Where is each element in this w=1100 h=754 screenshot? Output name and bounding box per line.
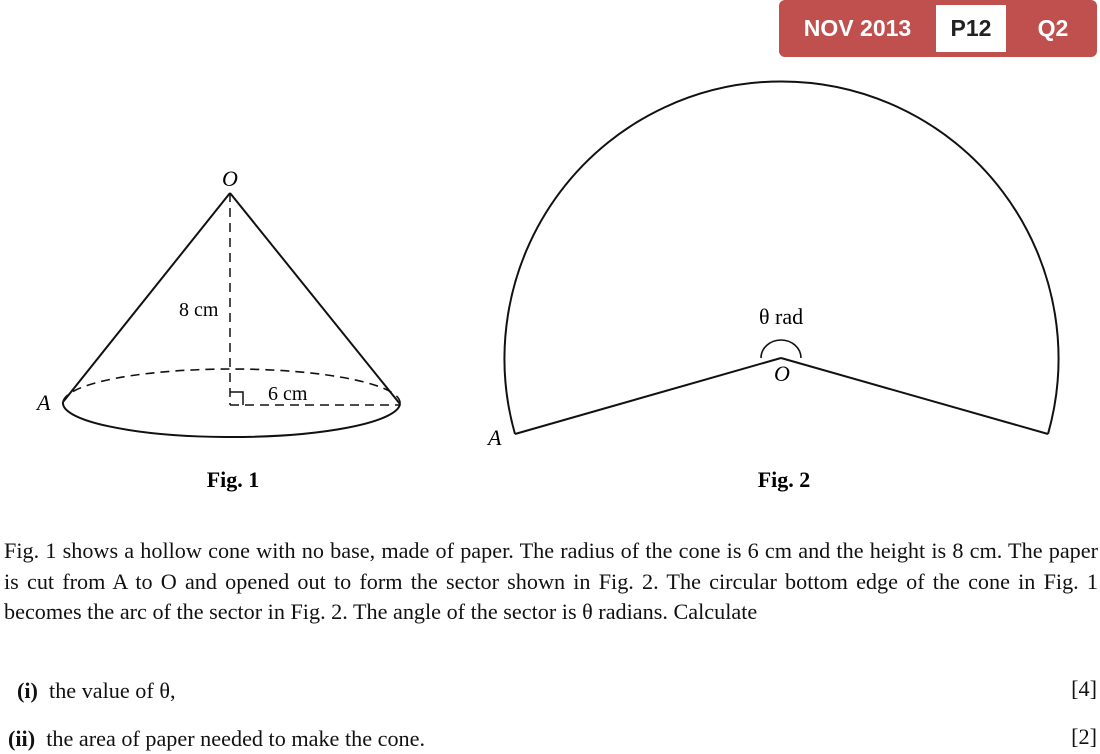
part-ii-text: the area of paper needed to make the cone. (46, 726, 426, 751)
fig1-point-label: A (37, 390, 51, 415)
fig2-center-label: O (774, 361, 790, 386)
cone-base-front (63, 402, 400, 437)
cone-right-edge (230, 193, 400, 404)
paper-label: P12 (936, 5, 1006, 52)
part-i-number: (i) (17, 678, 38, 703)
part-ii-marks: [2] (1071, 724, 1097, 749)
sector-radius-left (515, 358, 781, 434)
part-ii (8, 724, 425, 754)
session-label: NOV 2013 (803, 15, 912, 41)
fig1-apex-label: O (222, 166, 238, 191)
height-label: 8 cm (179, 299, 219, 321)
part-i-text: the value of θ, (49, 678, 176, 703)
cone-left-edge (63, 193, 230, 402)
part-ii-number: (ii) (8, 726, 36, 751)
fig2-caption: Fig. 2 (757, 467, 811, 492)
right-angle-mark (230, 392, 243, 405)
angle-label: θ rad (759, 304, 804, 329)
sector-radius-right (781, 358, 1048, 434)
angle-arc (761, 340, 801, 358)
fig2-point-label: A (488, 425, 502, 450)
question-label: Q2 (1037, 15, 1069, 41)
fig1-caption: Fig. 1 (206, 467, 260, 492)
part-i (17, 676, 176, 706)
radius-label: 6 cm (268, 383, 308, 405)
problem-statement: Fig. 1 shows a hollow cone with no base, made of paper. The radius of the cone is 6 cm and the height is 8 cm. The paper is cut from A to O and opened out to form the sector shown in Fig. 2. The circular bottom edge of the cone in Fig. 1 becomes the arc of the sector in Fig. 2. The angle of the sector is θ radians. Calculate (4, 538, 1098, 624)
part-i-marks: [4] (1071, 676, 1097, 701)
fig1-cone (63, 193, 400, 437)
cone-base-back (63, 369, 400, 404)
